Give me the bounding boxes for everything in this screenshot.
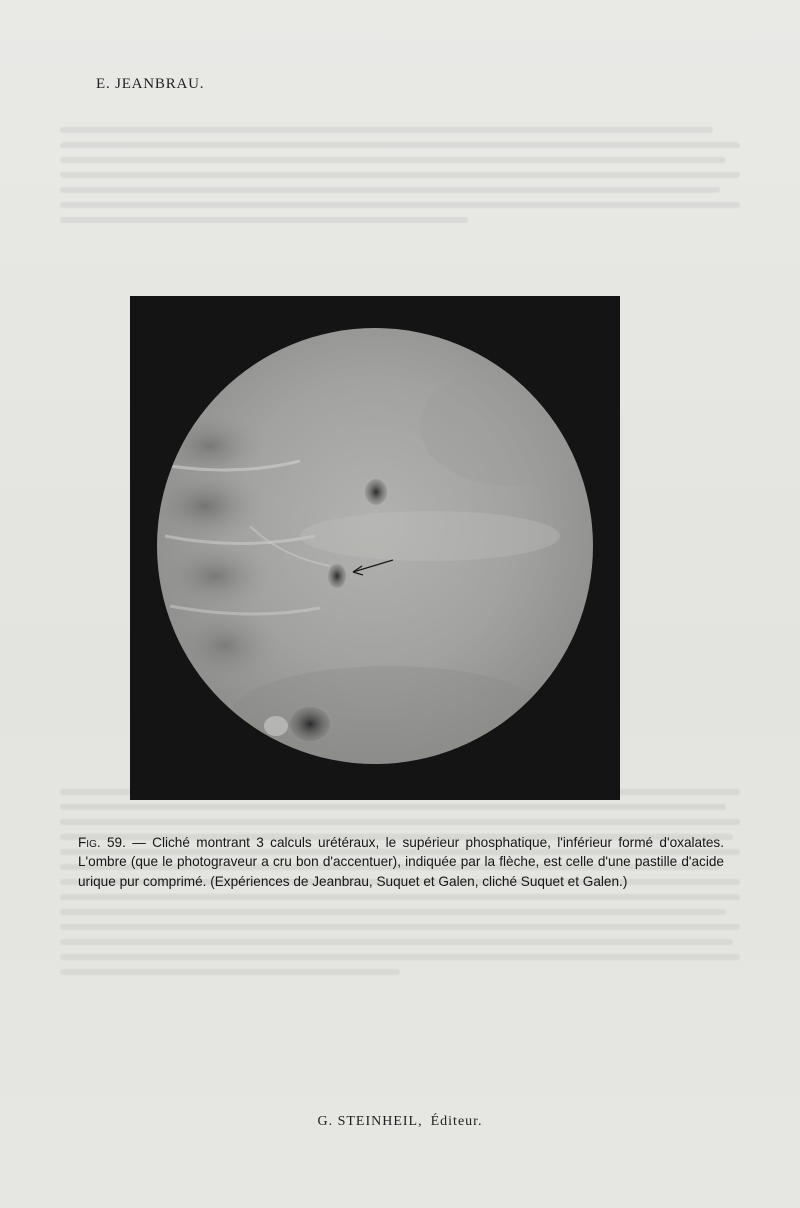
figure-caption bbox=[78, 833, 724, 891]
radiograph-image bbox=[130, 296, 620, 800]
publisher-name: G. STEINHEIL, bbox=[317, 1114, 423, 1129]
show-through-bottom bbox=[60, 780, 740, 1120]
radiograph-plate bbox=[130, 296, 620, 800]
figure-number: Fig. 59. bbox=[78, 835, 126, 850]
publisher-role: Éditeur. bbox=[430, 1114, 483, 1129]
figure-caption-text: — Cliché montrant 3 calculs urétéraux, le supérieur phosphatique, l'inférieur formé d'oxalates. L'ombre (que le photograveur a cru bon d'accentuer), indiquée par la flèche, est celle d'une pastille d'acide urique pur comprimé. (Expériences de Jeanbrau, Suquet et Galen, cliché Suquet et Galen.) bbox=[78, 835, 724, 889]
running-header: E. JEANBRAU. bbox=[96, 76, 205, 92]
publisher-footer bbox=[0, 1114, 800, 1130]
show-through-top bbox=[60, 118, 740, 288]
